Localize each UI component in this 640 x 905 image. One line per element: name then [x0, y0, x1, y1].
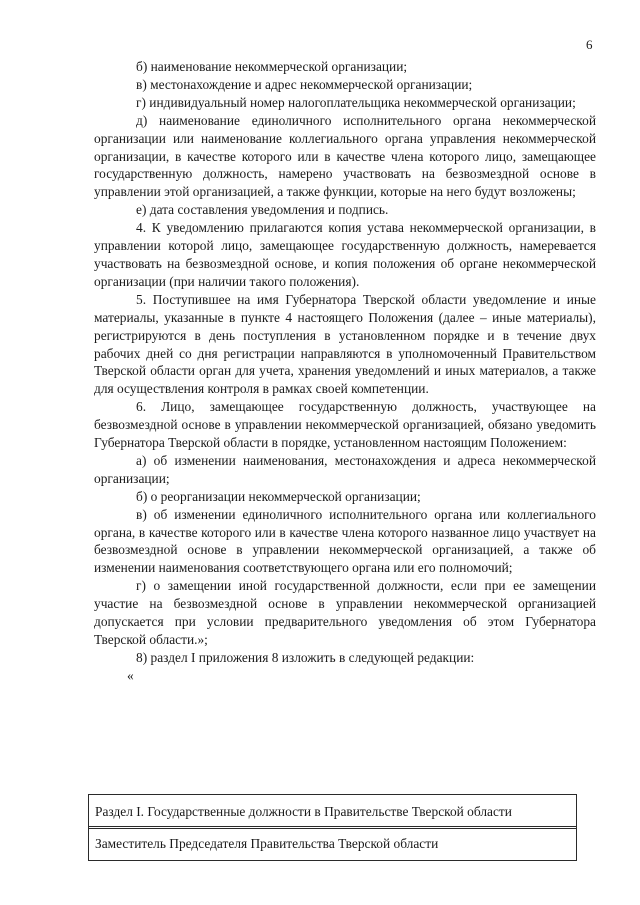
paragraph: г) о замещении иной государственной должности, если при ее замещении участие на безвозмездной основе в управлении некоммерческой организацией допускается при условии предварительного уведомления об этом Губернатора Тверской области.»; [94, 578, 596, 647]
paragraph: а) об изменении наименования, местонахождения и адреса некоммерческой организации; [94, 452, 596, 486]
position-table [88, 826, 577, 861]
paragraph: д) наименование единоличного исполнительного органа некоммерческой организации или наименование коллегиального органа управления некоммерческой организации, в качестве которого или в качестве члена которого лицо, замещающее государственную должность, намерено участвовать на безвозмездной основе в управлении этой организацией, а также функции, которые на него будут возложены; [94, 112, 596, 200]
paragraph: е) дата составления уведомления и подпись. [136, 202, 389, 218]
table-row [89, 795, 577, 829]
paragraph: 5. Поступившее на имя Губернатора Тверской области уведомление и иные материалы, указанные в пункте 4 настоящего Положения (далее – иные материалы), регистрируются в день поступления в установленном порядке и в течение двух рабочих дней со дня регистрации направляются в уполномоченный Правительством Тверской области орган для учета, хранения уведомлений и иных материалов, а также для осуществления контроля в рамках своей компетенции. [94, 291, 596, 397]
paragraph: б) наименование некоммерческой организации; [136, 59, 408, 74]
paragraph: в) местонахождение и адрес некоммерческой организации; [136, 76, 473, 92]
paragraph: 6. Лицо, замещающее государственную должность, участвующее на безвозмездной основе в управлении некоммерческой организацией, обязано уведомить Губернатора Тверской области в порядке, установленном настоящим Положением: [94, 399, 596, 451]
paragraph: г) индивидуальный номер налогоплательщика некоммерческой организации; [136, 94, 576, 110]
section-title-table [88, 794, 577, 829]
section-title-cell: Раздел I. Государственные должности в Правительстве Тверской области [89, 795, 577, 829]
paragraph: в) об изменении единоличного исполнительного органа или коллегиального органа, в качестве которого или в качестве члена которого названное лицо участвует на безвозмездной основе в управлении некоммерческой организацией, а также об изменении наименования соответствующего органа или его полномочий; [94, 506, 596, 576]
paragraph: 4. К уведомлению прилагаются копия устава некоммерческой организации, в управлении которой лицо, замещающее государственную должность, намеревается участвовать на безвозмездной основе, и копия положения об органе некоммерческой организации (при наличии такого положения). [94, 220, 596, 289]
opening-quote: « [127, 667, 134, 683]
table-row [89, 827, 577, 861]
position-cell: Заместитель Председателя Правительства Тверской области [89, 827, 577, 861]
document-body [94, 58, 596, 685]
paragraph: 8) раздел I приложения 8 изложить в следующей редакции: [136, 649, 475, 665]
paragraph: б) о реорганизации некоммерческой организации; [136, 488, 421, 504]
page-number: 6 [586, 37, 593, 52]
